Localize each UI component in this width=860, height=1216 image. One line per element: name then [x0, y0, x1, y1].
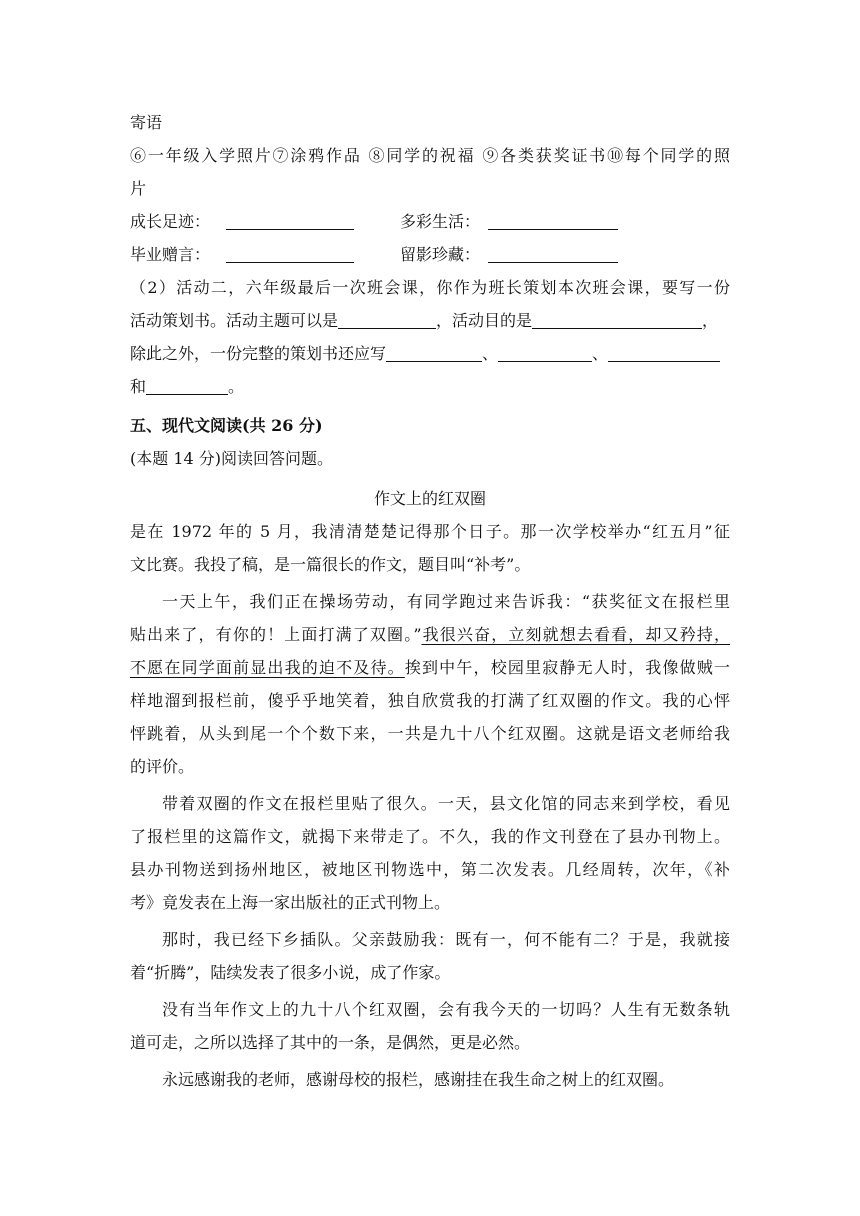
- section-heading: 五、现代文阅读(共 26 分): [130, 416, 323, 435]
- text-line: 寄语: [130, 113, 163, 132]
- essay-line: 没有当年作文上的九十八个红双圈，会有我今天的一切吗？人生有无数条轨: [162, 1000, 730, 1019]
- essay-line: 着“折腾”，陆续发表了很多小说，成了作家。: [130, 963, 451, 982]
- underlined-sentence: 我很兴奋，立刻就想去看看，却又矜持，: [421, 625, 730, 644]
- answer-blank[interactable]: [226, 245, 354, 263]
- q2-text: 、: [482, 344, 499, 363]
- photo-collection-label: 留影珍藏：: [400, 245, 481, 264]
- essay-line: 永远感谢我的老师，感谢母校的报栏，感谢挂在我生命之树上的红双圈。: [162, 1070, 675, 1089]
- purpose-blank[interactable]: [532, 311, 702, 329]
- essay-line: 一天上午，我们正在操场劳动，有同学跑过来告诉我：“获奖征文在报栏里: [162, 592, 730, 611]
- colorful-life-label: 多彩生活：: [400, 212, 481, 231]
- essay-text: 挨到中午，校园里寂静无人时，我像做贼一: [404, 658, 730, 677]
- essay-paragraph-5: [130, 993, 730, 1059]
- answer-blank[interactable]: [488, 212, 618, 230]
- q2-text: 和: [130, 377, 147, 396]
- section-5: [130, 409, 730, 1096]
- essay-line: 样地溜到报栏前，傻乎乎地笑着，独自欣赏我的打满了红双圈的作文。我的心怦: [130, 691, 730, 710]
- theme-blank[interactable]: [338, 311, 436, 329]
- q2-text: 。: [228, 377, 245, 396]
- essay-line: 文比赛。我投了稿，是一篇很长的作文，题目叫“补考”。: [130, 555, 531, 574]
- essay-line: 道可走，之所以选择了其中的一条，是偶然，更是必然。: [130, 1033, 531, 1052]
- options-line-wrap: 片: [130, 179, 147, 198]
- essay-line: [130, 651, 730, 684]
- essay-title: 作文上的红双圈: [373, 489, 486, 508]
- q2-text: ，活动目的是: [436, 311, 533, 330]
- q2-text: 除此之外，一份完整的策划书还应写: [130, 344, 387, 363]
- question-4-continuation: [130, 106, 730, 403]
- essay-line: 县办刊物送到扬州地区，被地区刊物选中，第二次发表。几经周转，次年，《补: [130, 860, 730, 879]
- essay-paragraph-1: [130, 515, 730, 581]
- question-2-line: （2）活动二，六年级最后一次班会课，你作为班长策划本次班会课，要写一份: [130, 278, 730, 297]
- q2-text: 活动策划书。活动主题可以是: [130, 311, 339, 330]
- essay-line: 的评价。: [130, 757, 195, 776]
- growth-footprints-label: 成长足迹：: [130, 212, 211, 231]
- answer-blank[interactable]: [498, 344, 592, 362]
- question-2-line: [130, 370, 730, 403]
- essay-line: 了报栏里的这篇作文，就揭下来带走了。不久，我的作文刊登在了县办刊物上。: [130, 827, 730, 846]
- question-2-line: [130, 337, 730, 370]
- fill-row-2: [130, 238, 730, 271]
- answer-blank[interactable]: [386, 344, 482, 362]
- essay-line: 带着双圈的作文在报栏里贴了很久。一天，县文化馆的同志来到学校，看见: [162, 794, 730, 813]
- q2-text: 、: [592, 344, 609, 363]
- answer-blank[interactable]: [146, 377, 228, 395]
- essay-line: 那时，我已经下乡插队。父亲鼓励我：既有一，何不能有二？于是，我就接: [162, 930, 730, 949]
- essay-text: 贴出来了，有你的！上面打满了双圈。”: [130, 625, 422, 644]
- options-line: ⑥一年级入学照片⑦涂鸦作品 ⑧同学的祝福 ⑨各类获奖证书⑩每个同学的照: [130, 146, 730, 165]
- essay-line: 怦跳着，从头到尾一个个数下来，一共是九十八个红双圈。这就是语文老师给我: [130, 724, 730, 743]
- essay-paragraph-4: [130, 923, 730, 989]
- essay-line: 是在 1972 年的 5 月，我清清楚楚记得那个日子。那一次学校举办“红五月”征: [130, 522, 730, 541]
- answer-blank[interactable]: [488, 245, 618, 263]
- question-2-line: [130, 304, 730, 337]
- q2-text: ，: [702, 311, 719, 330]
- essay-line: [130, 618, 730, 651]
- essay-paragraph-2: [130, 585, 730, 783]
- graduation-words-label: 毕业赠言：: [130, 245, 211, 264]
- answer-blank[interactable]: [608, 344, 720, 362]
- underlined-sentence: 不愿在同学面前显出我的迫不及待。: [130, 658, 405, 677]
- answer-blank[interactable]: [226, 212, 354, 230]
- section-instruction: (本题 14 分)阅读回答问题。: [130, 449, 334, 468]
- essay-line: 考》竟发表在上海一家出版社的正式刊物上。: [130, 893, 451, 912]
- fill-row-1: [130, 205, 730, 238]
- essay-paragraph-6: [130, 1063, 730, 1096]
- essay-paragraph-3: [130, 787, 730, 919]
